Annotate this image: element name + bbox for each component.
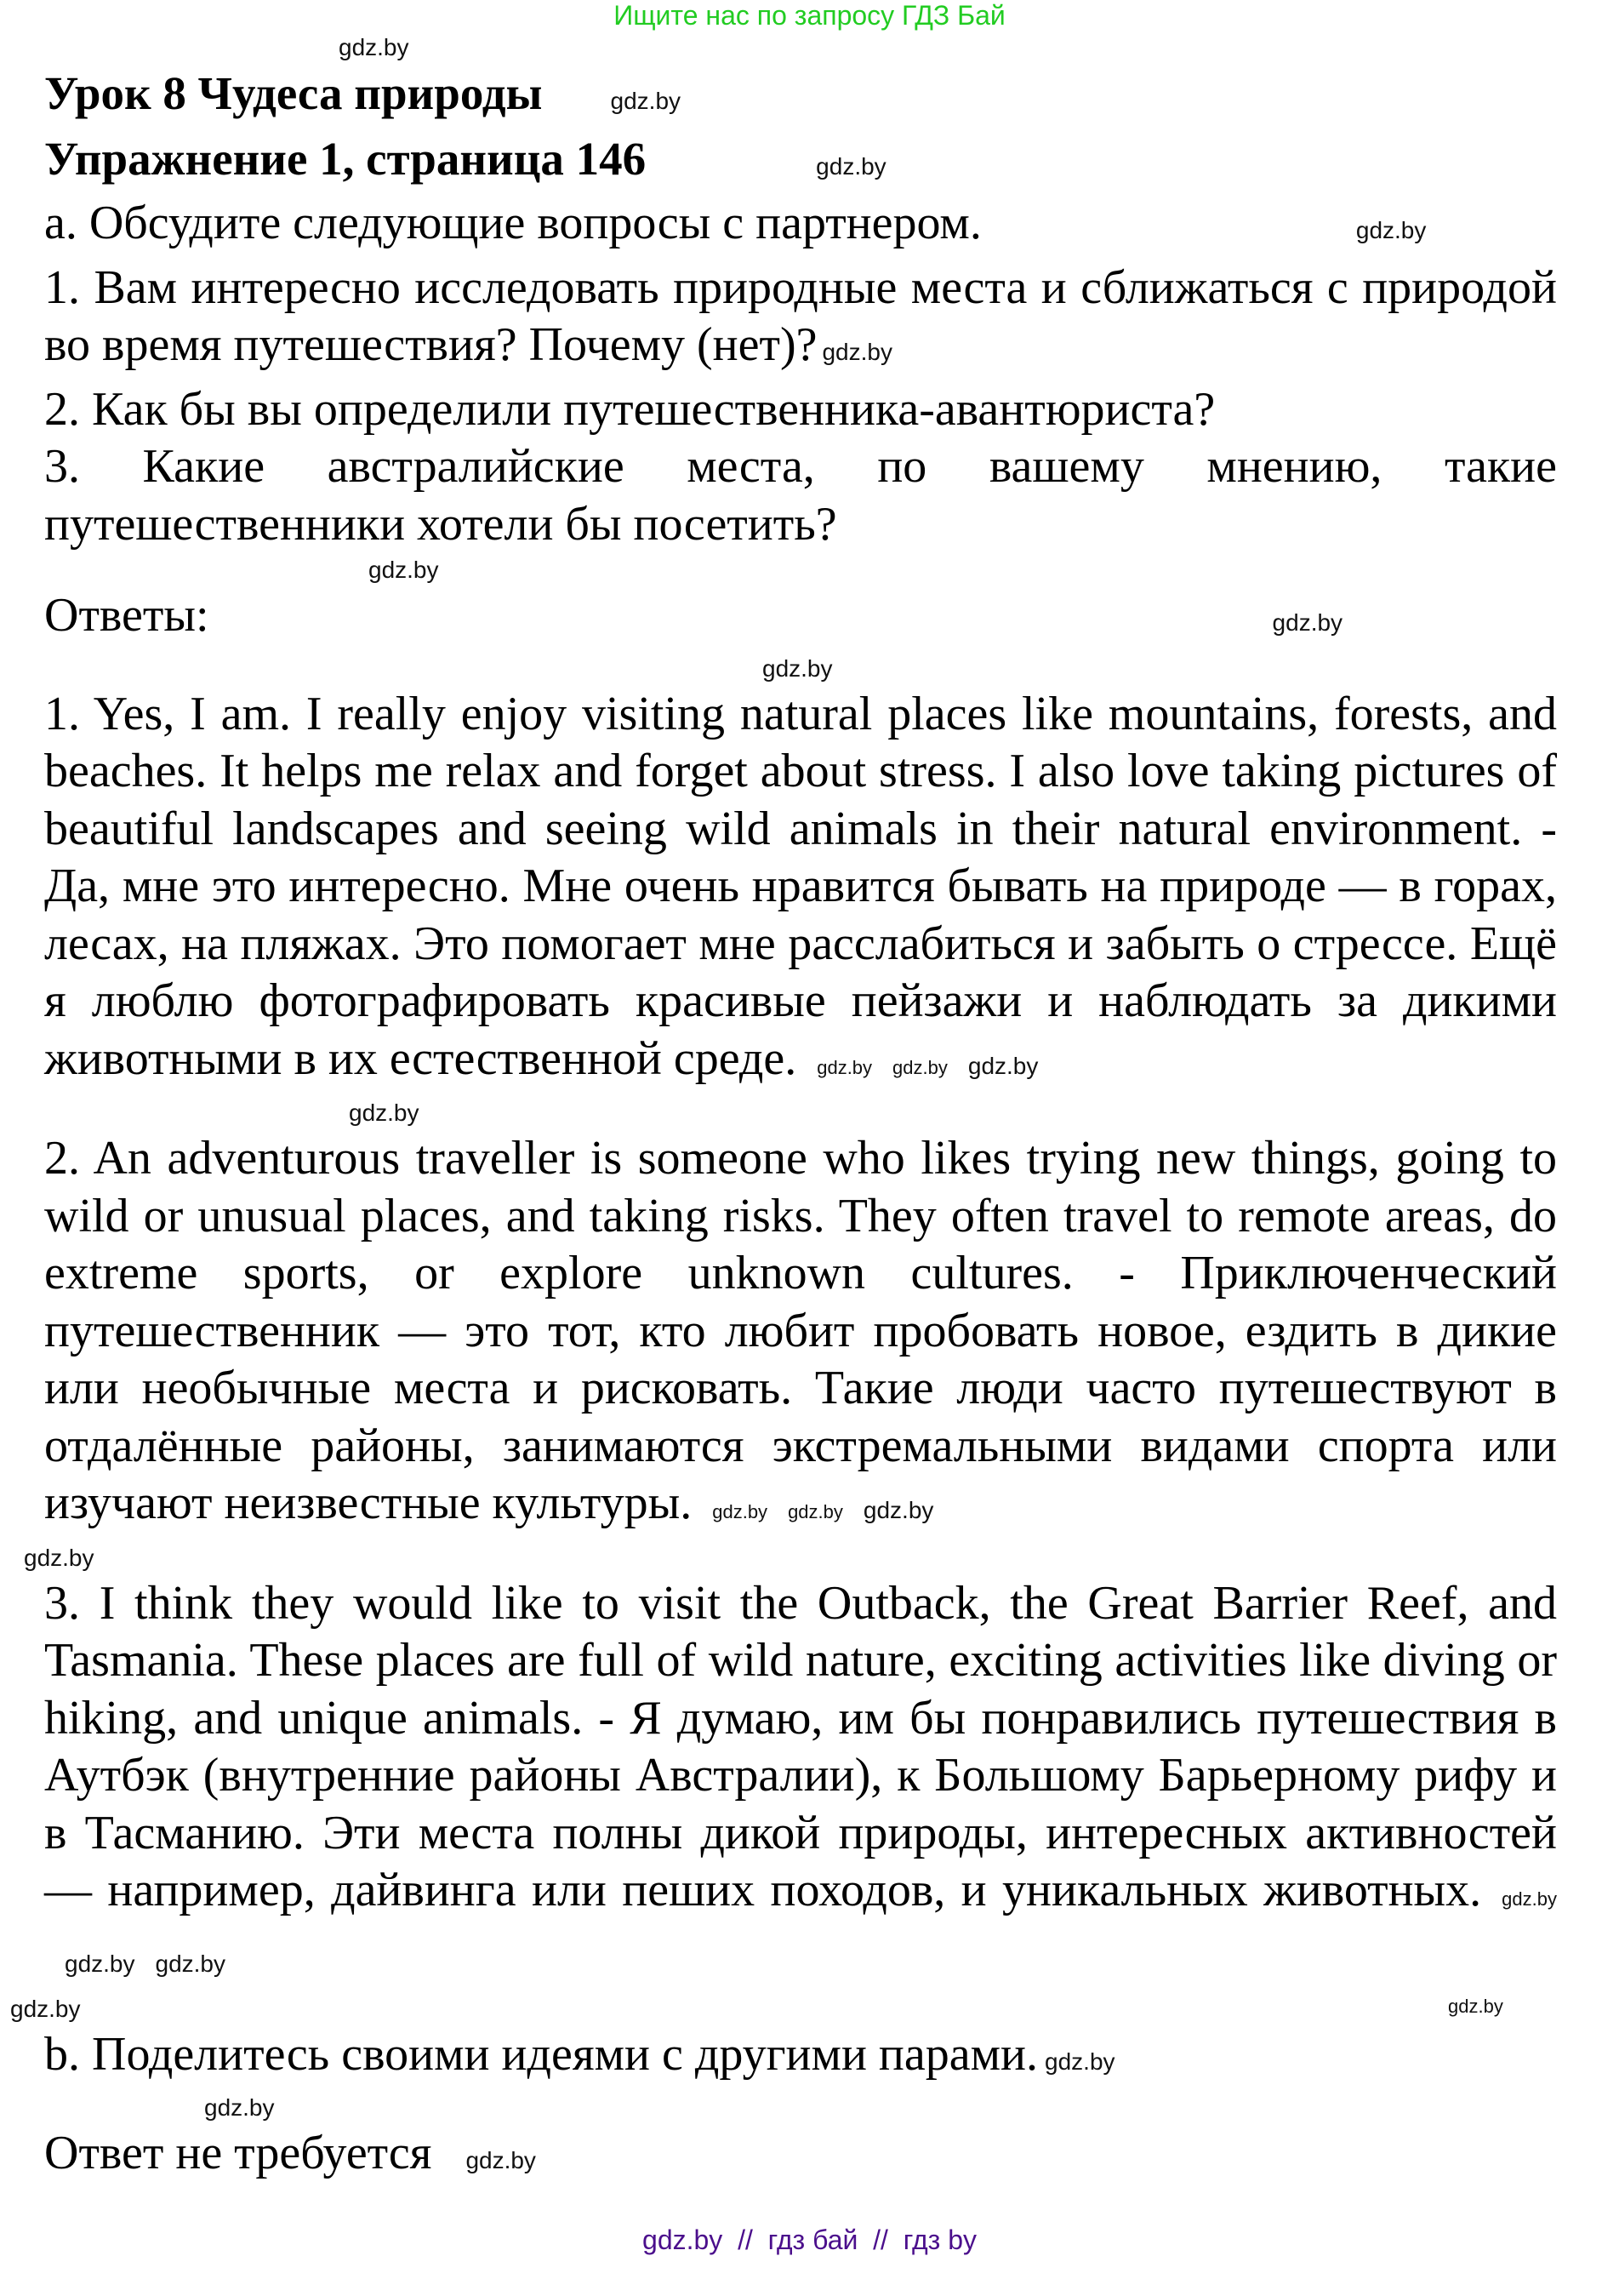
question-3: 3. Какие австралийские места, по вашему мнению, такие путешественники хотели бы посетить? xyxy=(44,440,1557,551)
answer-2-line xyxy=(44,1130,1557,1541)
question-2: 2. Как бы вы определили путешественника-авантюриста? xyxy=(44,382,1216,436)
watermark: gdz.by xyxy=(204,2093,275,2121)
watermark: gdz.by xyxy=(1045,2048,1115,2075)
watermark: gdz.by xyxy=(339,34,409,60)
watermark: gdz.by xyxy=(1355,217,1427,243)
answer-1: 1. Yes, I am. I really enjoy visiting natural places like mountains, forests, and beaches. It helps me relax and forget about stress. I also love taking pictures of beautiful landscapes and seeing wild animals in their natural environment. - Да, мне это интересно. Мне очень нравится бывать на природе — в горах, лесах, на пляжах. Это помогает мне расслабиться и забыть о стрессе. Ещё я люблю фотографировать красивые пейзажи и наблюдать за дикими животными в их естественной среде. xyxy=(44,687,1557,1085)
document-body xyxy=(0,31,1619,2189)
answer-2: 2. An adventurous traveller is someone who likes trying new things, going to wild or unusual places, and taking risks. They often travel to remote areas, do extreme sports, or explore unknown cultures. - Приключенческий путешественник — это тот, кто любит пробовать новое, ездить в дикие или необычные места и рисковать. Такие люди часто путешествуют в отдалённые районы, занимаются экстремальными видами спорта или изучают неизвестные культуры. xyxy=(44,1132,1557,1529)
watermark: gdz.by xyxy=(788,1501,843,1522)
lesson-title: Урок 8 Чудеса природы xyxy=(44,67,543,119)
lesson-title-line xyxy=(44,65,1557,130)
watermark-row xyxy=(24,1541,1557,1575)
watermark: gdz.by xyxy=(892,1056,948,1078)
watermark: gdz.by xyxy=(10,1996,81,2022)
watermark: gdz.by xyxy=(822,339,892,365)
watermark-row xyxy=(10,1992,1557,2026)
watermark: gdz.by xyxy=(967,1052,1039,1079)
watermark: gdz.by xyxy=(817,1056,873,1078)
watermark: gdz.by xyxy=(465,2146,536,2173)
task-b-answer-line xyxy=(44,2125,1557,2190)
watermark: gdz.by xyxy=(24,1544,94,1571)
answer-3: 3. I think they would like to visit the Outback, the Great Barrier Reef, and Tasmania. These places are full of wild nature, exciting activities like diving or hiking, and unique animals. - Я думаю, им бы понравились путешествия в Аутбэк (внутренние районы Австралии), к Большому Барьерному рифу и в Тасманию. Эти места полны дикой природы, интересных активностей — например, дайвинга или пеших походов, и уникальных животных. xyxy=(44,1576,1557,1916)
watermark-row xyxy=(44,31,1557,65)
exercise-title: Упражнение 1, страница 146 xyxy=(44,132,647,185)
watermark: gdz.by xyxy=(816,152,886,180)
question-1-line xyxy=(44,260,1557,381)
watermark-row xyxy=(44,652,1557,686)
watermark: gdz.by xyxy=(1448,1996,1503,2017)
watermark: gdz.by xyxy=(368,557,439,583)
watermark: gdz.by xyxy=(863,1497,934,1523)
task-b-answer: Ответ не требуется xyxy=(44,2126,432,2179)
watermark: gdz.by xyxy=(1272,609,1343,636)
answer-1-line xyxy=(44,686,1557,1097)
task-a-line xyxy=(44,195,1557,260)
exercise-title-line xyxy=(44,130,1557,196)
search-banner: Ищите нас по запросу ГДЗ Бай xyxy=(613,0,1006,31)
watermark: gdz.by xyxy=(1502,1888,1557,1910)
watermark: gdz.by xyxy=(65,1950,135,1977)
footer-links[interactable] xyxy=(0,2223,1619,2262)
watermark: gdz.by xyxy=(349,1099,419,1126)
footer-text[interactable]: gdz.by // гдз бай // гдз by xyxy=(642,2225,977,2255)
answer-3-line xyxy=(44,1575,1557,1993)
question-1: 1. Вам интересно исследовать природные места и сближаться с природой во время путешествия? Почему (нет)? xyxy=(44,260,1557,371)
answers-label: Ответы: xyxy=(44,589,209,642)
watermark-row xyxy=(44,553,1557,587)
watermark-row xyxy=(44,2091,1557,2125)
task-a: а. Обсудите следующие вопросы с партнером. xyxy=(44,197,982,249)
task-b-line xyxy=(44,2026,1557,2091)
answers-label-line xyxy=(44,587,1557,652)
watermark: gdz.by xyxy=(610,88,681,114)
task-b: b. Поделитесь своими идеями с другими парами. xyxy=(44,2028,1039,2081)
watermark: gdz.by xyxy=(762,654,833,682)
watermark: gdz.by xyxy=(155,1950,225,1977)
watermark: gdz.by xyxy=(712,1501,768,1522)
watermark-row xyxy=(44,1096,1557,1130)
